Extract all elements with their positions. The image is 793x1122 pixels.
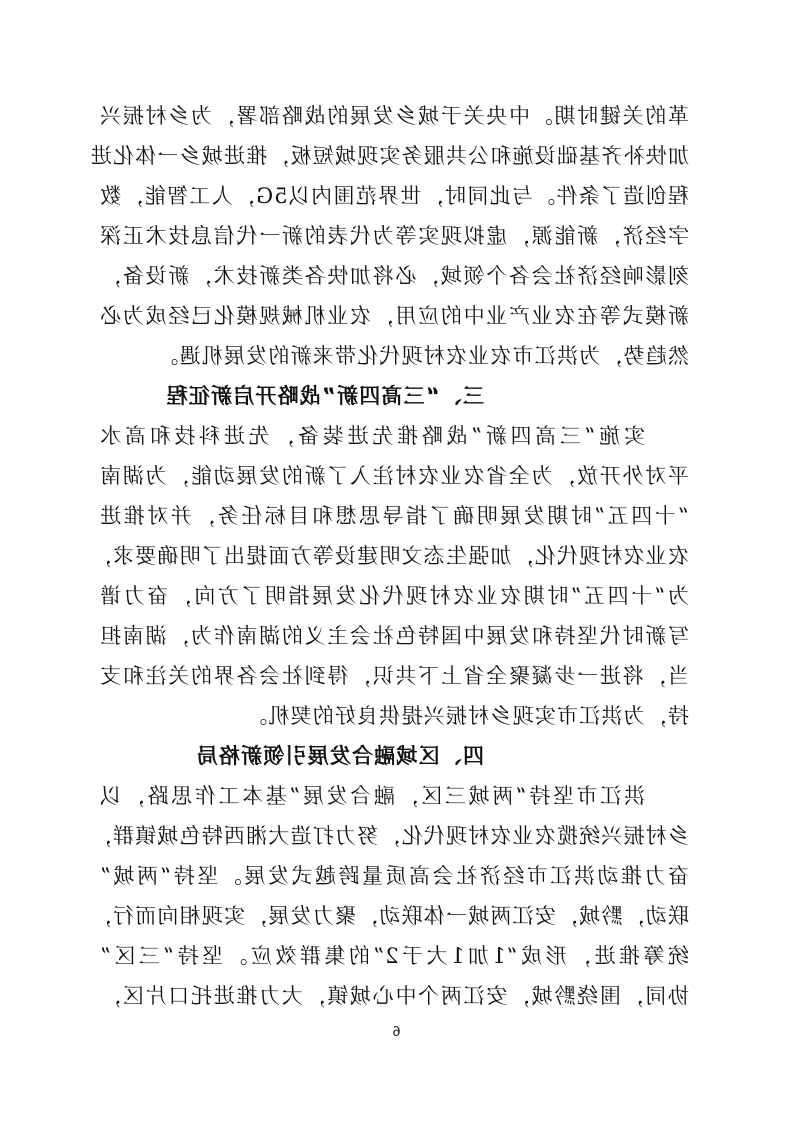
body-line: 写新时代坚持和发展中国特色社会主义的湖南作为，湖南担 <box>99 624 689 648</box>
body-line: 洪江市坚持“两城三区，融合发展”基本工作思路，以 <box>99 784 645 808</box>
section-heading-3: 三、“三高四新”战略开启新征程 <box>165 384 484 408</box>
body-line: 刻影响经济社会各个领域，必将加快各类新技术，新设备， <box>99 264 689 288</box>
body-line: 统筹推进，形成“1加1大于2”的集群效应。坚持“三区” <box>99 944 689 968</box>
body-line: 然趋势，为洪江市农业农村现代化带来新的发展机遇。 <box>156 344 689 368</box>
body-line: 当，将进一步凝聚全省上下共识，得到社会各界的关注和支 <box>99 664 689 688</box>
body-line: 协同，围绕黔城，安江两个中心城镇，大力推进托口片区， <box>99 984 689 1008</box>
section-heading-4: 四、区域融合发展引领新格局 <box>195 744 484 768</box>
body-line: 为“十四五”时期农业农村现代化发展指明了方向，奋力谱 <box>99 584 689 608</box>
body-line: 乡村振兴统揽农业农村现代化，努力打造大湘西特色城镇群， <box>89 824 689 848</box>
document-body <box>89 96 689 1016</box>
body-line: “十四五”时期发展明确了指导思想和目标任务，并对推进 <box>99 504 689 528</box>
body-line: 加快补齐基础设施和公共服务实现城短板，推进城乡一体化进 <box>89 144 689 168</box>
page-number: 6 <box>392 1025 401 1040</box>
body-line: 奋力推动洪江市经济社会高质量跨越式发展。坚持“两城” <box>99 864 689 888</box>
body-line: 农业农村现代化，加强生态文明建设等方面提出了明确要求， <box>89 544 689 568</box>
body-line: 程创造了条件。与此同时，世界范围内以5G，人工智能，数 <box>99 184 689 208</box>
body-line: 新模式等在农业产业中的应用，农业机械规模化已经成为必 <box>99 304 689 328</box>
body-line: 持，为洪江市实现乡村振兴提供良好的契机。 <box>245 704 689 728</box>
body-line: 平对外开放，为全省农业农村注入了新的发展动能，为湖南 <box>99 464 689 488</box>
body-line: 革的关键时期。中央关于城乡发展的战略部署，为乡村振兴 <box>99 104 689 128</box>
body-line: 实施“三高四新”战略推先进装备，先进科技和高水 <box>99 424 645 448</box>
body-line: 联动，黔城，安江两城一体联动，聚力发展，实现相向而行， <box>89 904 689 928</box>
body-line: 字经济，新能源，虚拟现实等为代表的新一代信息技术正深 <box>99 224 689 248</box>
